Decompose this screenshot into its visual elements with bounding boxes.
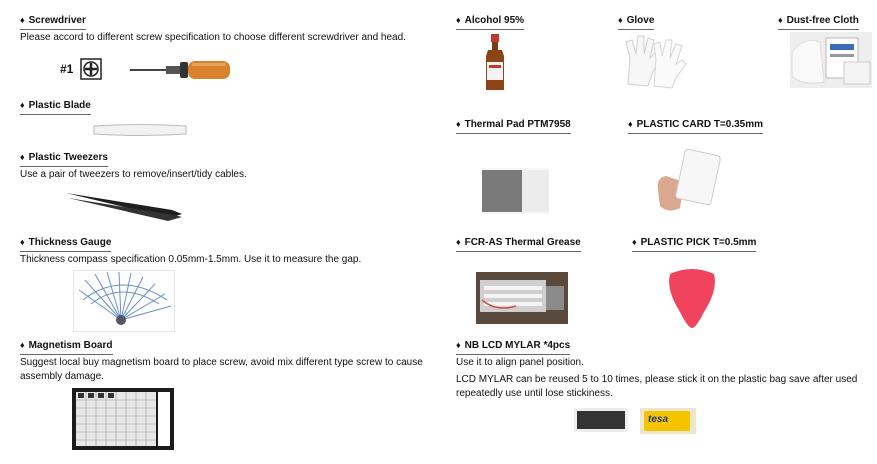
glove-heading — [618, 14, 654, 30]
tesa-label: tesa — [648, 414, 669, 425]
bullet-icon: ♦ — [20, 340, 25, 350]
plastic-card-heading — [628, 118, 763, 134]
thickness-gauge-title: Thickness Gauge — [28, 237, 112, 248]
screwdriver-heading — [20, 14, 86, 30]
bullet-icon: ♦ — [20, 237, 25, 247]
magnetism-board-heading — [20, 339, 113, 355]
mylar-desc-2: LCD MYLAR can be reused 5 to 10 times, please stick it on the plastic bag save after used repeatedly use until lose stickiness. — [456, 374, 858, 399]
plastic-blade-heading — [20, 99, 91, 115]
plastic-card-image — [654, 148, 724, 218]
plastic-blade-title: Plastic Blade — [28, 100, 91, 111]
mylar-sheet-image — [574, 408, 628, 432]
thickness-gauge-image — [73, 270, 175, 332]
glove-title: Glove — [626, 15, 655, 26]
bullet-icon: ♦ — [456, 15, 461, 25]
bullet-icon: ♦ — [20, 15, 25, 25]
bullet-icon: ♦ — [632, 237, 637, 247]
magnetism-board-image — [72, 388, 174, 450]
bullet-icon: ♦ — [456, 340, 461, 350]
bullet-icon: ♦ — [456, 237, 461, 247]
bullet-icon: ♦ — [20, 152, 25, 162]
alcohol-bottle-image — [482, 34, 508, 92]
tweezers-image — [62, 188, 188, 224]
dust-free-cloth-heading — [778, 14, 859, 30]
thickness-gauge-heading — [20, 236, 111, 252]
bullet-icon: ♦ — [456, 119, 461, 129]
dust-free-cloth-title: Dust-free Cloth — [786, 15, 859, 26]
plastic-tweezers-desc: Use a pair of tweezers to remove/insert/tidy cables. — [20, 169, 247, 180]
mylar-title: NB LCD MYLAR *4pcs — [464, 340, 571, 351]
bit-label: #1 — [60, 62, 74, 76]
bullet-icon: ♦ — [20, 100, 25, 110]
plastic-pick-title: PLASTIC PICK T=0.5mm — [640, 237, 757, 248]
plastic-pick-image — [664, 266, 720, 332]
bullet-icon: ♦ — [778, 15, 783, 25]
plastic-tweezers-title: Plastic Tweezers — [28, 152, 108, 163]
plastic-blade-image — [90, 122, 190, 138]
screwdriver-title: Screwdriver — [28, 15, 86, 26]
bullet-icon: ♦ — [628, 119, 633, 129]
plastic-tweezers-heading — [20, 151, 108, 167]
glove-image — [620, 34, 690, 90]
thermal-grease-image — [476, 272, 568, 324]
plastic-card-title: PLASTIC CARD T=0.35mm — [636, 119, 764, 130]
thickness-gauge-desc: Thickness compass specification 0.05mm-1.5mm. Use it to measure the gap. — [20, 254, 362, 265]
thermal-pad-heading — [456, 118, 571, 134]
bullet-icon: ♦ — [618, 15, 623, 25]
alcohol-title: Alcohol 95% — [464, 15, 525, 26]
screwdriver-desc: Please accord to different screw specification to choose different screwdriver and head. — [20, 32, 406, 43]
thermal-grease-title: FCR-AS Thermal Grease — [464, 237, 581, 248]
phillips-bit-icon — [80, 58, 102, 80]
thermal-pad-title: Thermal Pad PTM7958 — [464, 119, 571, 130]
thermal-pad-image — [482, 168, 549, 214]
dust-free-cloth-image — [790, 32, 872, 88]
mylar-heading — [456, 339, 570, 355]
plastic-pick-heading — [632, 236, 756, 252]
thermal-grease-heading — [456, 236, 581, 252]
magnetism-board-desc: Suggest local buy magnetism board to place screw, avoid mix different type screw to cause assembly damage. — [20, 357, 423, 382]
mylar-desc-1: Use it to align panel position. — [456, 357, 584, 368]
magnetism-board-title: Magnetism Board — [28, 340, 113, 351]
alcohol-heading — [456, 14, 524, 30]
tesa-tape-image — [640, 408, 696, 434]
screwdriver-image — [128, 58, 233, 82]
